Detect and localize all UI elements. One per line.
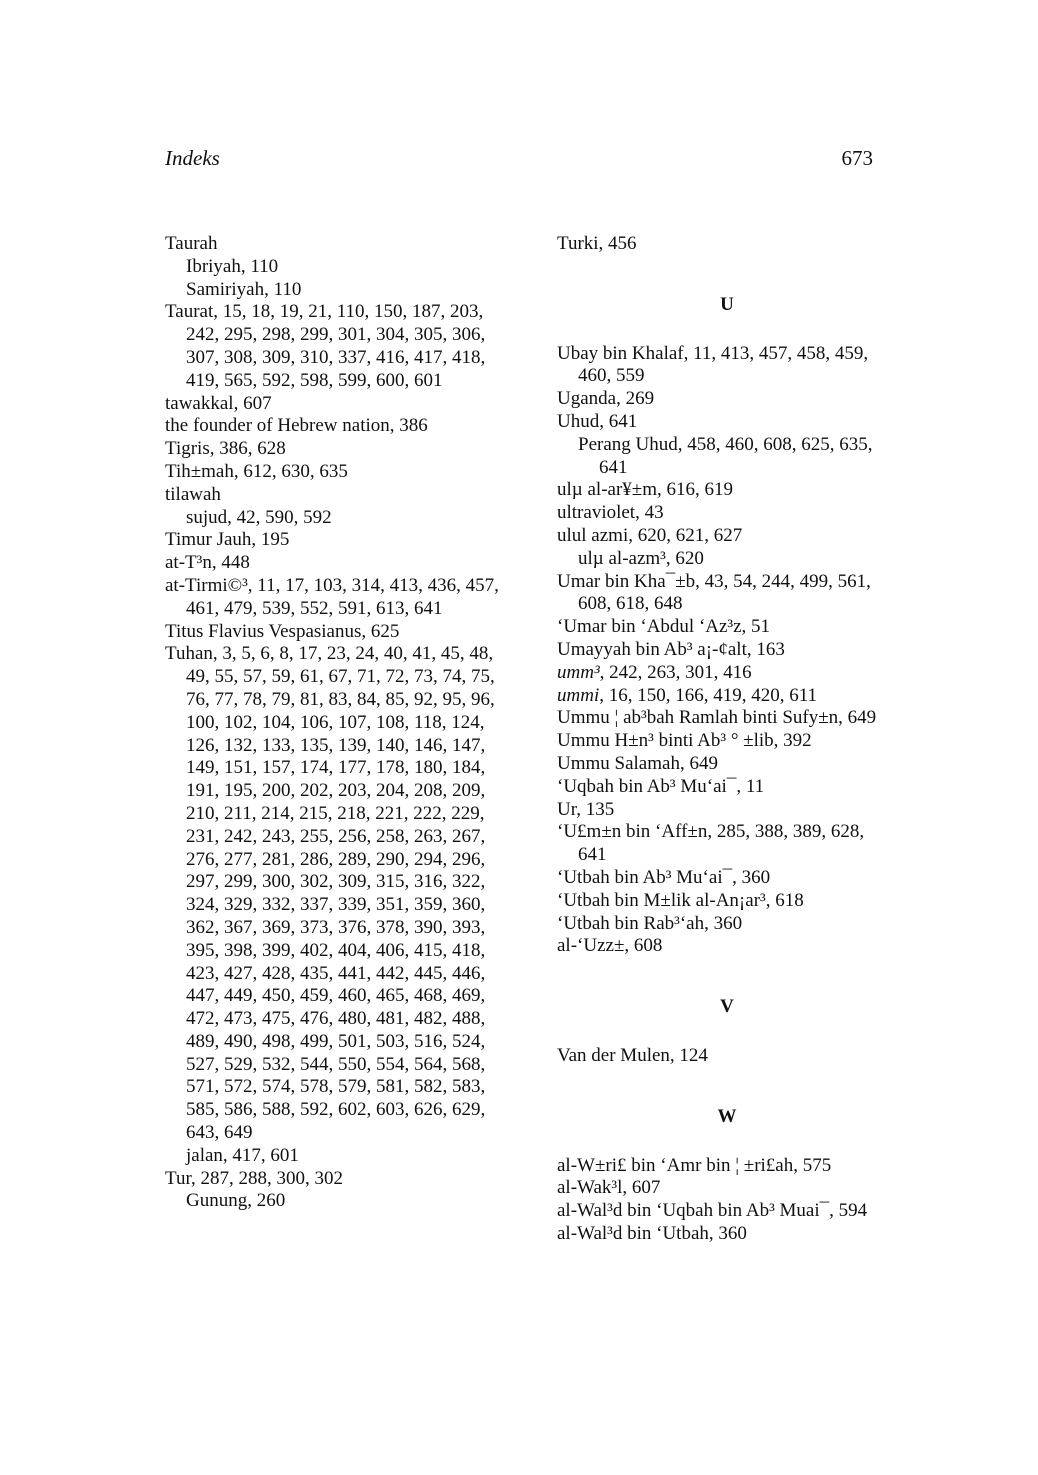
index-entry: Taurah [165, 233, 218, 254]
index-entry: al-Wal³d bin ‘Uqbah bin Ab³ Muai¯, 594 [557, 1200, 868, 1222]
index-entry: Tur, 287, 288, 300, 302 [165, 1167, 344, 1189]
index-entry: al-‘Uzz±, 608 [557, 935, 663, 957]
section-heading-v: V [720, 996, 734, 1018]
index-entry: Ummu ¦ ab³bah Ramlah binti Sufy±n, 649 [557, 707, 877, 729]
index-subentry: Ibriyah, 110 [186, 255, 279, 277]
index-entry: at-Tirmi©³, 11, 17, 103, 314, 413, 436, 457, 461, 479, 539, 552, 591, 613, 641 [165, 574, 499, 619]
index-subentry: Samiriyah, 110 [186, 278, 302, 300]
index-entry: ‘Utbah bin Rab³‘ah, 360 [557, 912, 743, 934]
index-entry: Uhud, 641 [557, 410, 638, 432]
index-subentry: ulµ al-azm³, 620 [578, 547, 704, 569]
index-entry: Tuhan, 3, 5, 6, 8, 17, 23, 24, 40, 41, 45, 48, 49, 55, 57, 59, 61, 67, 71, 72, 73, 74, 75, 76, 77, 78, 79, 81, 83, 84, 85, 92, 95, 96, 100, 102, 104, 106, 107, 108, 118, 124, 126, 132, 133, 135, 139, 140, 146, 147, 149, 151, 157, 174, 177, 178, 180, 184, 191, 195, 200, 202, 203, 204, 208, 209, 210, 211, 214, 215, 218, 221, 222, 229, 231, 242, 243, 255, 256, 258, 263, 267, 276, 277, 281, 286, 289, 290, 294, 296, 297, 299, 300, 302, 309, 315, 316, 322, 324, 329, 332, 337, 339, 351, 359, 360, 362, 367, 369, 373, 376, 378, 390, 393, 395, 398, 399, 402, 404, 406, 415, 418, 423, 427, 428, 435, 441, 442, 445, 446, 447, 449, 450, 459, 460, 465, 468, 469, 472, 473, 475, 476, 480, 481, 482, 488, 489, 490, 498, 499, 501, 503, 516, 524, 527, 529, 532, 544, 550, 554, 564, 568, 571, 572, 574, 578, 579, 581, 582, 583, 585, 586, 588, 592, 602, 603, 626, 629, 643, 649 [165, 643, 495, 1144]
index-entry: at-T³n, 448 [165, 552, 250, 574]
index-entry: Ummu Salamah, 649 [557, 752, 718, 774]
index-entry: Ubay bin Khalaf, 11, 413, 457, 458, 459, 460, 559 [557, 342, 869, 387]
index-entry: Van der Mulen, 124 [557, 1044, 708, 1066]
index-entry: Umar bin Kha¯±b, 43, 54, 244, 499, 561, 608, 618, 648 [557, 570, 871, 615]
index-subentry: sujud, 42, 590, 592 [186, 506, 332, 528]
index-entry: Ummu H±n³ binti Ab³ ° ±lib, 392 [557, 730, 812, 752]
index-entry: Titus Flavius Vespasianus, 625 [165, 620, 400, 642]
index-subentry: Gunung, 260 [186, 1190, 286, 1212]
index-entry: the founder of Hebrew nation, 386 [165, 415, 428, 437]
running-header-title: Indeks [165, 146, 220, 170]
index-column-right [557, 233, 897, 1246]
index-entry: tawakkal, 607 [165, 392, 272, 414]
index-column-left [165, 233, 510, 1213]
index-entry [557, 685, 897, 708]
page-number: 673 [841, 146, 873, 170]
index-pages: , 242, 263, 301, 416 [599, 661, 752, 683]
index-entry: ultraviolet, 43 [557, 502, 664, 524]
index-entry [557, 662, 897, 685]
index-entry: ‘U£m±n bin ‘Aff±n, 285, 388, 389, 628, 641 [557, 821, 865, 866]
index-subentry: Perang Uhud, 458, 460, 608, 625, 635, 641 [578, 433, 873, 478]
index-term-italic: umm³ [557, 661, 600, 683]
index-entry: Tigris, 386, 628 [165, 438, 286, 460]
index-entry: al-Wal³d bin ‘Utbah, 360 [557, 1222, 747, 1244]
index-entry: ‘Umar bin ‘Abdul ‘Az³z, 51 [557, 616, 771, 638]
section-heading-w: W [717, 1105, 737, 1127]
index-subentry: jalan, 417, 601 [186, 1144, 299, 1166]
index-entry: al-Wak³l, 607 [557, 1177, 661, 1199]
index-entry: Ur, 135 [557, 798, 615, 820]
index-entry: ‘Uqbah bin Ab³ Mu‘ai¯, 11 [557, 775, 765, 797]
index-entry: Tih±mah, 612, 630, 635 [165, 460, 348, 482]
index-term-italic: ummi [557, 684, 600, 706]
index-entry: ‘Utbah bin Ab³ Mu‘ai¯, 360 [557, 866, 771, 888]
index-entry: ulµ al-ar¥±m, 616, 619 [557, 479, 733, 501]
index-entry: ulul azmi, 620, 621, 627 [557, 524, 743, 546]
index-pages: , 16, 150, 166, 419, 420, 611 [599, 684, 818, 706]
index-entry: Turki, 456 [557, 233, 637, 254]
index-entry: ‘Utbah bin M±lik al-An¡ar³, 618 [557, 889, 804, 911]
index-entry: Uganda, 269 [557, 388, 655, 410]
index-entry: Umayyah bin Ab³ a¡-¢alt, 163 [557, 638, 785, 660]
index-entry: Taurat, 15, 18, 19, 21, 110, 150, 187, 203, 242, 295, 298, 299, 301, 304, 305, 306, 307, 308, 309, 310, 337, 416, 417, 418, 419, 565, 592, 598, 599, 600, 601 [165, 301, 486, 391]
index-entry: tilawah [165, 483, 221, 505]
index-entry: al-W±ri£ bin ‘Amr bin ¦ ±ri£ah, 575 [557, 1154, 832, 1176]
index-entry: Timur Jauh, 195 [165, 529, 290, 551]
section-heading-u: U [720, 293, 734, 315]
